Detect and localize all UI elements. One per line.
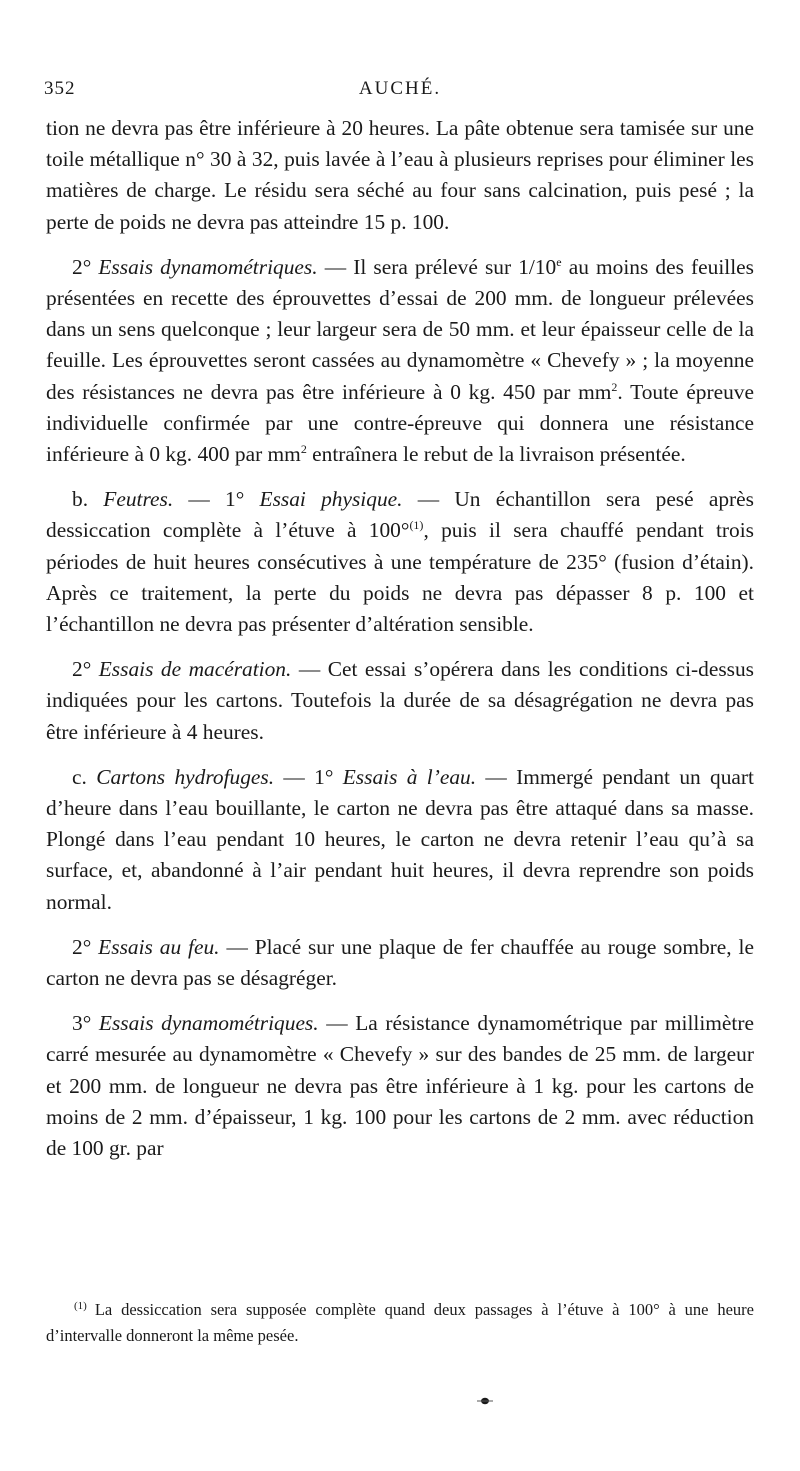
paragraph-4-lead: 2° (72, 657, 92, 682)
paragraph-5-text: — Immergé pendant un quart d’heure dans l’eau bouillante, le carton ne devra pas être attaqué dans sa masse. Plongé dans l’eau pendant 10 heures, le carton ne devra retenir l’eau qu’à sa surface, et, abandonné à l’air pendant huit heures, il devra reprendre son poids normal. (46, 764, 754, 914)
paragraph-2-text-a: — Il sera prélevé sur 1/10 (317, 254, 557, 279)
paragraph-2-title: Essais dynamométriques. (98, 254, 318, 279)
paragraph-2-sup-1: e (556, 254, 562, 269)
footnote-paragraph (46, 1293, 754, 1349)
paragraph-2-lead: 2° (72, 254, 92, 279)
paragraph-3-sep: — 1° (173, 487, 245, 512)
footnote-ref: (1) (409, 518, 424, 533)
paragraph-3-text-a: — Un échantillon sera pesé après dessiccation complète à l’étuve à 100° (46, 487, 754, 543)
paragraph-7-lead: 3° (72, 1011, 92, 1036)
paragraph-3-title-1: Feutres. (103, 487, 174, 512)
page-header (44, 70, 756, 110)
paragraph-5-sep: — 1° (274, 764, 334, 789)
running-head: AUCHÉ. (358, 78, 442, 99)
paragraph-6-lead: 2° (72, 934, 92, 959)
paragraph-4-title: Essais de macération. (98, 657, 292, 682)
paragraph-4-text: — Cet essai s’opérera dans les conditions ci-dessus indiquées pour les cartons. Toutefois la durée de sa désagrégation ne devra pas être inférieure à 4 heures. (46, 657, 754, 744)
paragraph-1 (46, 113, 754, 238)
paragraph-5 (46, 762, 754, 918)
ink-dot-ornament (476, 1396, 494, 1406)
footnote (46, 1293, 754, 1349)
page-number: 352 (44, 78, 76, 99)
paragraph-3-text-b: , puis il sera chauffé pendant trois périodes de huit heures consécutives à une température de 235° (fusion d’étain). Après ce traitement, la perte du poids ne devra pas dépasser 8 p. 100 et l’échantillon ne devra pas présenter d’altération sensible. (46, 518, 755, 637)
paragraph-2-text-c: . Toute épreuve individuelle confirmée par une contre-épreuve qui donnera une résistance inférieure à 0 kg. 400 par mm (46, 379, 754, 467)
paragraph-2-sup-2: 2 (611, 379, 618, 394)
paragraph-6 (46, 932, 754, 994)
footnote-marker: (1) (74, 1300, 87, 1312)
paragraph-7 (46, 1008, 754, 1164)
paragraph-2-text-b: au moins des feuilles présentées en recette des éprouvettes d’essai de 200 mm. de longueur prélevées dans un sens quelconque ; leur largeur sera de 50 mm. et leur épaisseur celle de la feuille. Les éprouvettes seront cassées au dynamomètre « Chevefy » ; la moyenne des résistances ne devra pas être inférieure à 0 kg. 450 par mm (46, 254, 754, 404)
body-text (46, 113, 754, 1164)
paragraph-5-title-2: Essais à l’eau. (342, 764, 477, 789)
paragraph-6-title: Essais au feu. (98, 934, 220, 959)
paragraph-5-lead: c. (72, 764, 87, 789)
paragraph-3 (46, 484, 754, 640)
paragraph-4 (46, 654, 754, 748)
paragraph-6-text: — Placé sur une plaque de fer chauffée au rouge sombre, le carton ne devra pas se désagréger. (46, 934, 754, 991)
paragraph-2-text-d: entraînera le rebut de la livraison présentée. (306, 442, 686, 467)
paragraph-1-text: tion ne devra pas être inférieure à 20 heures. La pâte obtenue sera tamisée sur une toile métallique n° 30 à 32, puis lavée à l’eau à plusieurs reprises pour éliminer les matières de charge. Le résidu sera séché au four sans calcination, puis pesé ; la perte de poids ne devra pas atteindre 15 p. 100. (46, 116, 754, 234)
footnote-text: La dessiccation sera supposée complète quand deux passages à l’étuve à 100° à une heure d’intervalle donneront la même pesée. (46, 1300, 754, 1345)
paragraph-3-lead: b. (72, 487, 89, 512)
paragraph-5-title-1: Cartons hydrofuges. (96, 764, 275, 789)
paragraph-7-title: Essais dynamométriques. (98, 1011, 319, 1036)
paragraph-7-text: — La résistance dynamométrique par millimètre carré mesurée au dynamomètre « Chevefy » sur des bandes de 25 mm. de largeur et 200 mm. de longueur ne devra pas être inférieure à 1 kg. pour les cartons de moins de 2 mm. d’épaisseur, 1 kg. 100 pour les cartons de 2 mm. avec réduction de 100 gr. par (46, 1011, 754, 1161)
paragraph-3-title-2: Essai physique. (259, 487, 403, 512)
paragraph-2-sup-3: 2 (300, 442, 307, 457)
paragraph-2 (46, 252, 754, 470)
